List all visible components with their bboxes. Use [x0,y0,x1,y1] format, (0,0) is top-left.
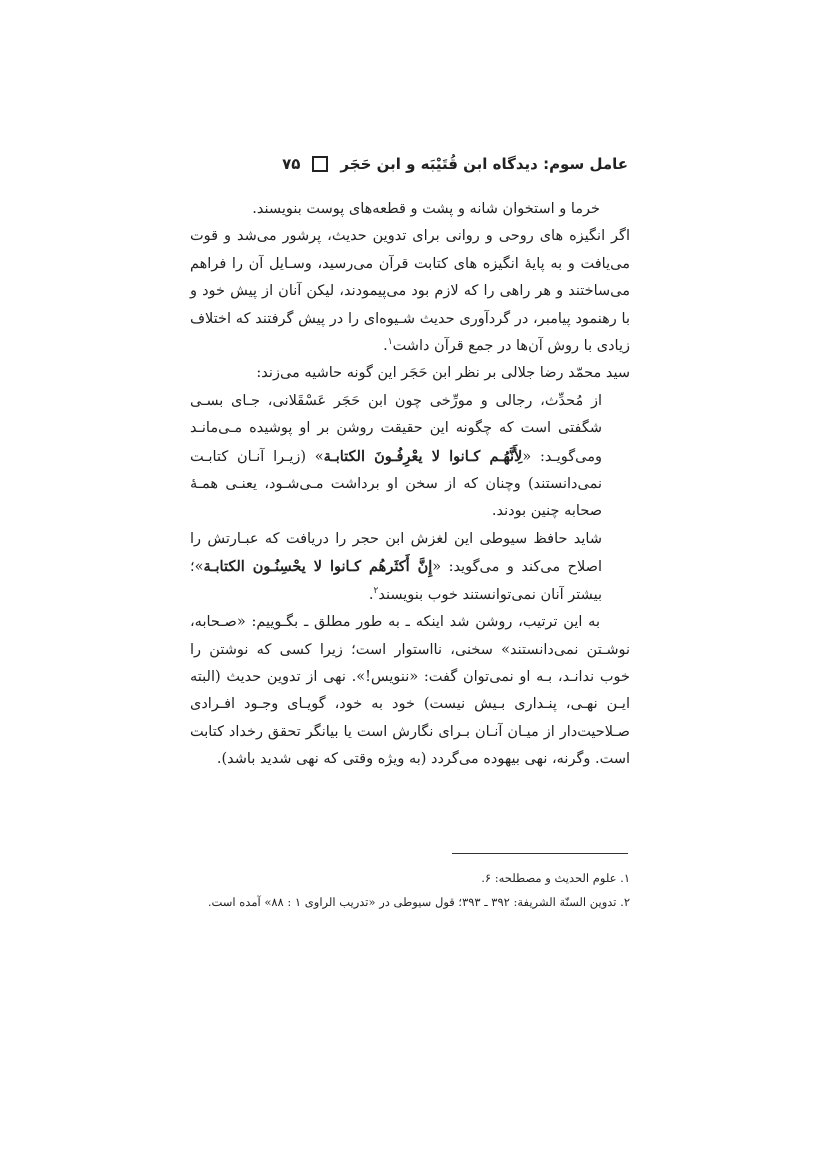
quote-1-arabic: لِأَنَّهُـم كـانوا لا يعْرِفُـونَ الكتابـة [323,447,523,465]
footnote-ref-2[interactable]: ۲ [373,585,379,596]
footnote-1: ۱. علوم الحدیث و مصطلحه: ۶. [481,871,630,885]
quote-2-text-b: »؛ بیشتر آنان نمی‌توانستند خوب بنویسند [190,559,602,603]
quote-1-text-b: » (زیـرا آنـان کتابـت نمی‌دانستند) وچنان که از سخن او برداشت مـی‌شـود، یعنـی همـهٔ صحابه چنین بودند. [190,448,602,520]
paragraph-2: اگر انگیزه های روحی و روانی برای تدوین حدیث، پرشور می‌شد و قوت می‌یافت و به پایهٔ انگیزه های کتابت قرآن می‌رسید، وسـایل آن را فراهم می‌ساختند و هر راهی را که لازم بود می‌پیمودند، لیکن آنان از پیش خود و با رهنمود پیامبر، در گردآوری حدیث شـیوه‌ای را در پیش گرفتند که اختلاف زیادی با روش آن‌ها در جمع قرآن داشت$^۱$. [190,228,630,355]
body-text [190,196,630,774]
paragraph-2-text: اگر انگیزه های روحی و روانی برای تدوین حدیث، پرشور می‌شد و قوت می‌یافت و به پایهٔ انگیزه های کتابت قرآن می‌رسید، وسـایل آن را فراهم می‌ساختند و هر راهی را که لازم بود می‌پیمودند، لیکن آنان از پیش خود و با رهنمود پیامبر، در گردآوری حدیث شـیوه‌ای را در پیش گرفتند که اختلاف زیادی با روش آن‌ها در جمع قرآن داشت [190,228,630,355]
running-head [176,150,628,178]
running-head-title: عامل سوم: دیدگاه ابن قُتَیْبَه و ابن حَجَر [340,155,628,173]
quote-1-text-a: از مُحدِّث، رجالی و مورِّخی چون ابن حَجَر عَسْقَلانی، جـای بسـی شگفتی است که چگونه این حقیقت روشن بر او پوشیده مـی‌مانـد ومی‌گویـد: « [190,392,602,465]
page-number: ۷۵ [282,155,301,173]
paragraph-1: خرما و استخوان شانه و پشت و قطعه‌های پوست بنویسند. [252,201,600,217]
square-outline-icon [312,156,328,172]
quote-2-arabic: إِنَّ أَكثَرهُم كـانوا لا يحْسِنُـون الكتابـة [203,558,433,576]
quote-1 [190,388,630,526]
quote-2-text-a: شاید حافظ سیوطی این لغزش ابن حجر را دریافت که عبـارتش را اصلاح می‌کند و می‌گوید: « [190,530,602,576]
footnote-ref-1[interactable]: ۱ [387,337,393,348]
quote-2: شاید حافظ سیوطی این لغزش ابن حجر را دریافت که عبـارتش را اصلاح می‌کند و می‌گوید: «إِنَّ أَكثَرهُم كـانوا لا يحْسِنُـون الكتابـة»؛ بیشتر آنان نمی‌توانستند خوب بنویسند$^۲$. [190,530,602,603]
footnotes [190,866,630,914]
paragraph-3: سید محمّد رضا جلالی بر نظر ابن حَجَر این گونه حاشیه می‌زند: [256,365,630,382]
footnote-2: ۲. تدوین السنّة الشریفة: ۳۹۲ ـ ۳۹۳؛ قول سیوطی در «تدریب الراوی ۱ : ۸۸» آمده است. [207,895,630,909]
footnote-divider [452,853,628,854]
paragraph-4: به این ترتیب، روشن شد اینکه ـ به طور مطلق ـ بگـوییم: «صـحابه، نوشـتن نمی‌دانستند» سخنی، نااستوار است؛ زیرا کسی که نوشتن را خوب ندانـد، بـه او نمی‌توان گفت: «ننویس!». نهی از تدوین حدیث (البته ایـن نهـی، پنـداری بـیش نیست) خود به خود، گویـای وجـود افـرادی صـلاحیت‌دار از میـان آنـان بـرای نگارش است یا بیانگر تحقق رخداد کتابت است. وگرنه، نهی بیهوده می‌گردد (به ویژه وقتی که نهی شدید باشد). [190,614,630,768]
